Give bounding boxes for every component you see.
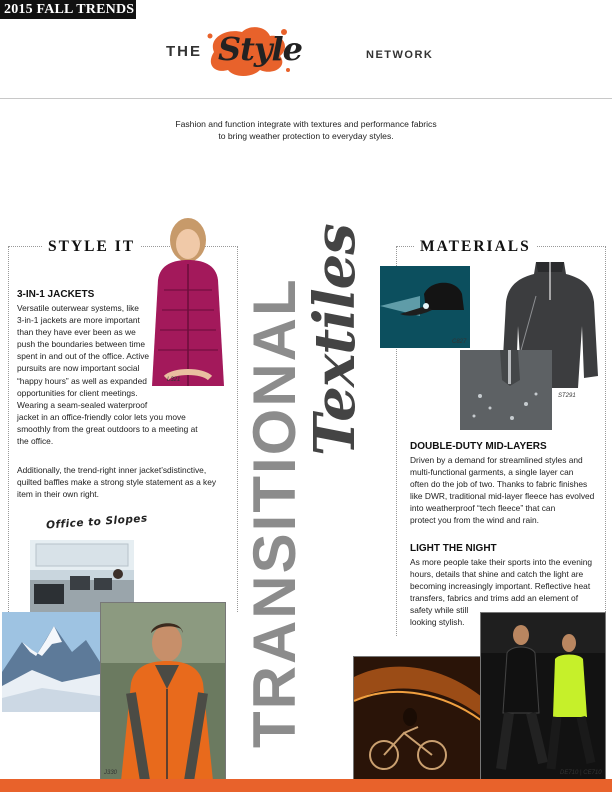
text-line: into weatherproof “tech fleece” that can <box>410 503 556 514</box>
text-line: push the boundaries between time <box>17 339 146 350</box>
night-cyclist-photo <box>353 656 481 780</box>
text-line: pursuits are now important social <box>17 363 140 374</box>
text-line: often do the job of two. Thanks to fabric finishes <box>410 479 588 490</box>
style-code-l321: L321 <box>167 377 181 383</box>
header-divider <box>0 98 612 99</box>
footer-accent-bar <box>0 779 612 792</box>
trend-banner: 2015 FALL TRENDS <box>0 0 136 19</box>
text-line: Versatile outerwear systems, like <box>17 303 139 313</box>
text-line: Wearing a seam-sealed waterproof <box>17 399 148 410</box>
text-line: Additionally, the trend-right inner jacket’sdistinctive, <box>17 465 207 475</box>
text-line: Driven by a demand for streamlined styles and <box>410 455 583 465</box>
text-line: protect you from the wind and rain. <box>410 515 539 526</box>
text-line: quilted baffles make a strong style statement as a key <box>17 477 217 488</box>
text-line: than they have ever been as we <box>17 327 136 338</box>
woman-jacket-photo <box>144 210 228 390</box>
intro-text <box>150 118 462 142</box>
materials-title: MATERIALS <box>414 238 537 256</box>
man-jacket-photo <box>100 602 226 780</box>
cap-photo <box>380 266 470 348</box>
transitional-headline: TRANSITIONAL <box>241 277 308 748</box>
jackets-paragraph-2 <box>17 464 247 500</box>
text-line: spent in and out of the office. Active <box>17 351 150 362</box>
text-line: safety while still <box>410 605 469 616</box>
mid-layers-heading: DOUBLE-DUTY MID-LAYERS <box>410 441 547 452</box>
mountain-photo <box>2 612 100 712</box>
text-line: the office. <box>17 436 54 447</box>
style-code-st291: ST291 <box>558 393 576 399</box>
office-to-slopes-caption: Office to Slopes <box>45 512 149 532</box>
mid-layers-paragraph <box>410 454 610 527</box>
text-line: “happy hours” as well as expanded <box>17 375 147 386</box>
text-line: As more people take their sports into the evening <box>410 557 593 567</box>
logo-network: NETWORK <box>366 49 434 61</box>
jackets-heading: 3-IN-1 JACKETS <box>17 289 95 300</box>
text-line: 3-in-1 jackets are more important <box>17 315 140 326</box>
text-line: hours, details that shine and catch the light are <box>410 569 584 580</box>
text-line: transfers, fabrics and trims add an element of <box>410 593 579 604</box>
style-code-c827: C827 <box>452 339 467 345</box>
fabric-closeup-photo <box>460 350 552 430</box>
runners-photo <box>480 612 606 780</box>
logo-the: THE <box>166 43 202 60</box>
logo-style: Style <box>218 30 302 68</box>
text-line: item in their own right. <box>17 489 99 500</box>
intro-line-1: Fashion and function integrate with textures and performance fabrics <box>175 119 437 129</box>
style-code-runners: DE710 | CE710 <box>560 770 602 776</box>
textiles-headline: Textiles <box>302 224 368 456</box>
text-line: becoming increasingly important. Reflective heat <box>410 581 591 592</box>
intro-line-2: to bring weather protection to everyday styles. <box>218 131 394 141</box>
text-line: like DWR, traditional mid-layer fleece has evolved <box>410 491 595 502</box>
style-network-logo <box>166 22 446 82</box>
light-night-heading: LIGHT THE NIGHT <box>410 543 497 554</box>
text-line: smoothly from the great outdoors to a meeting at <box>17 423 198 434</box>
text-line: looking stylish. <box>410 617 465 628</box>
text-line: opportunities for client meetings. <box>17 387 138 398</box>
style-it-title: STYLE IT <box>42 238 141 256</box>
text-line: multi-functional garments, a single layer can <box>410 467 574 478</box>
text-line: jacket in an office-friendly color lets you move <box>17 411 186 422</box>
style-code-j330: J330 <box>104 770 118 776</box>
